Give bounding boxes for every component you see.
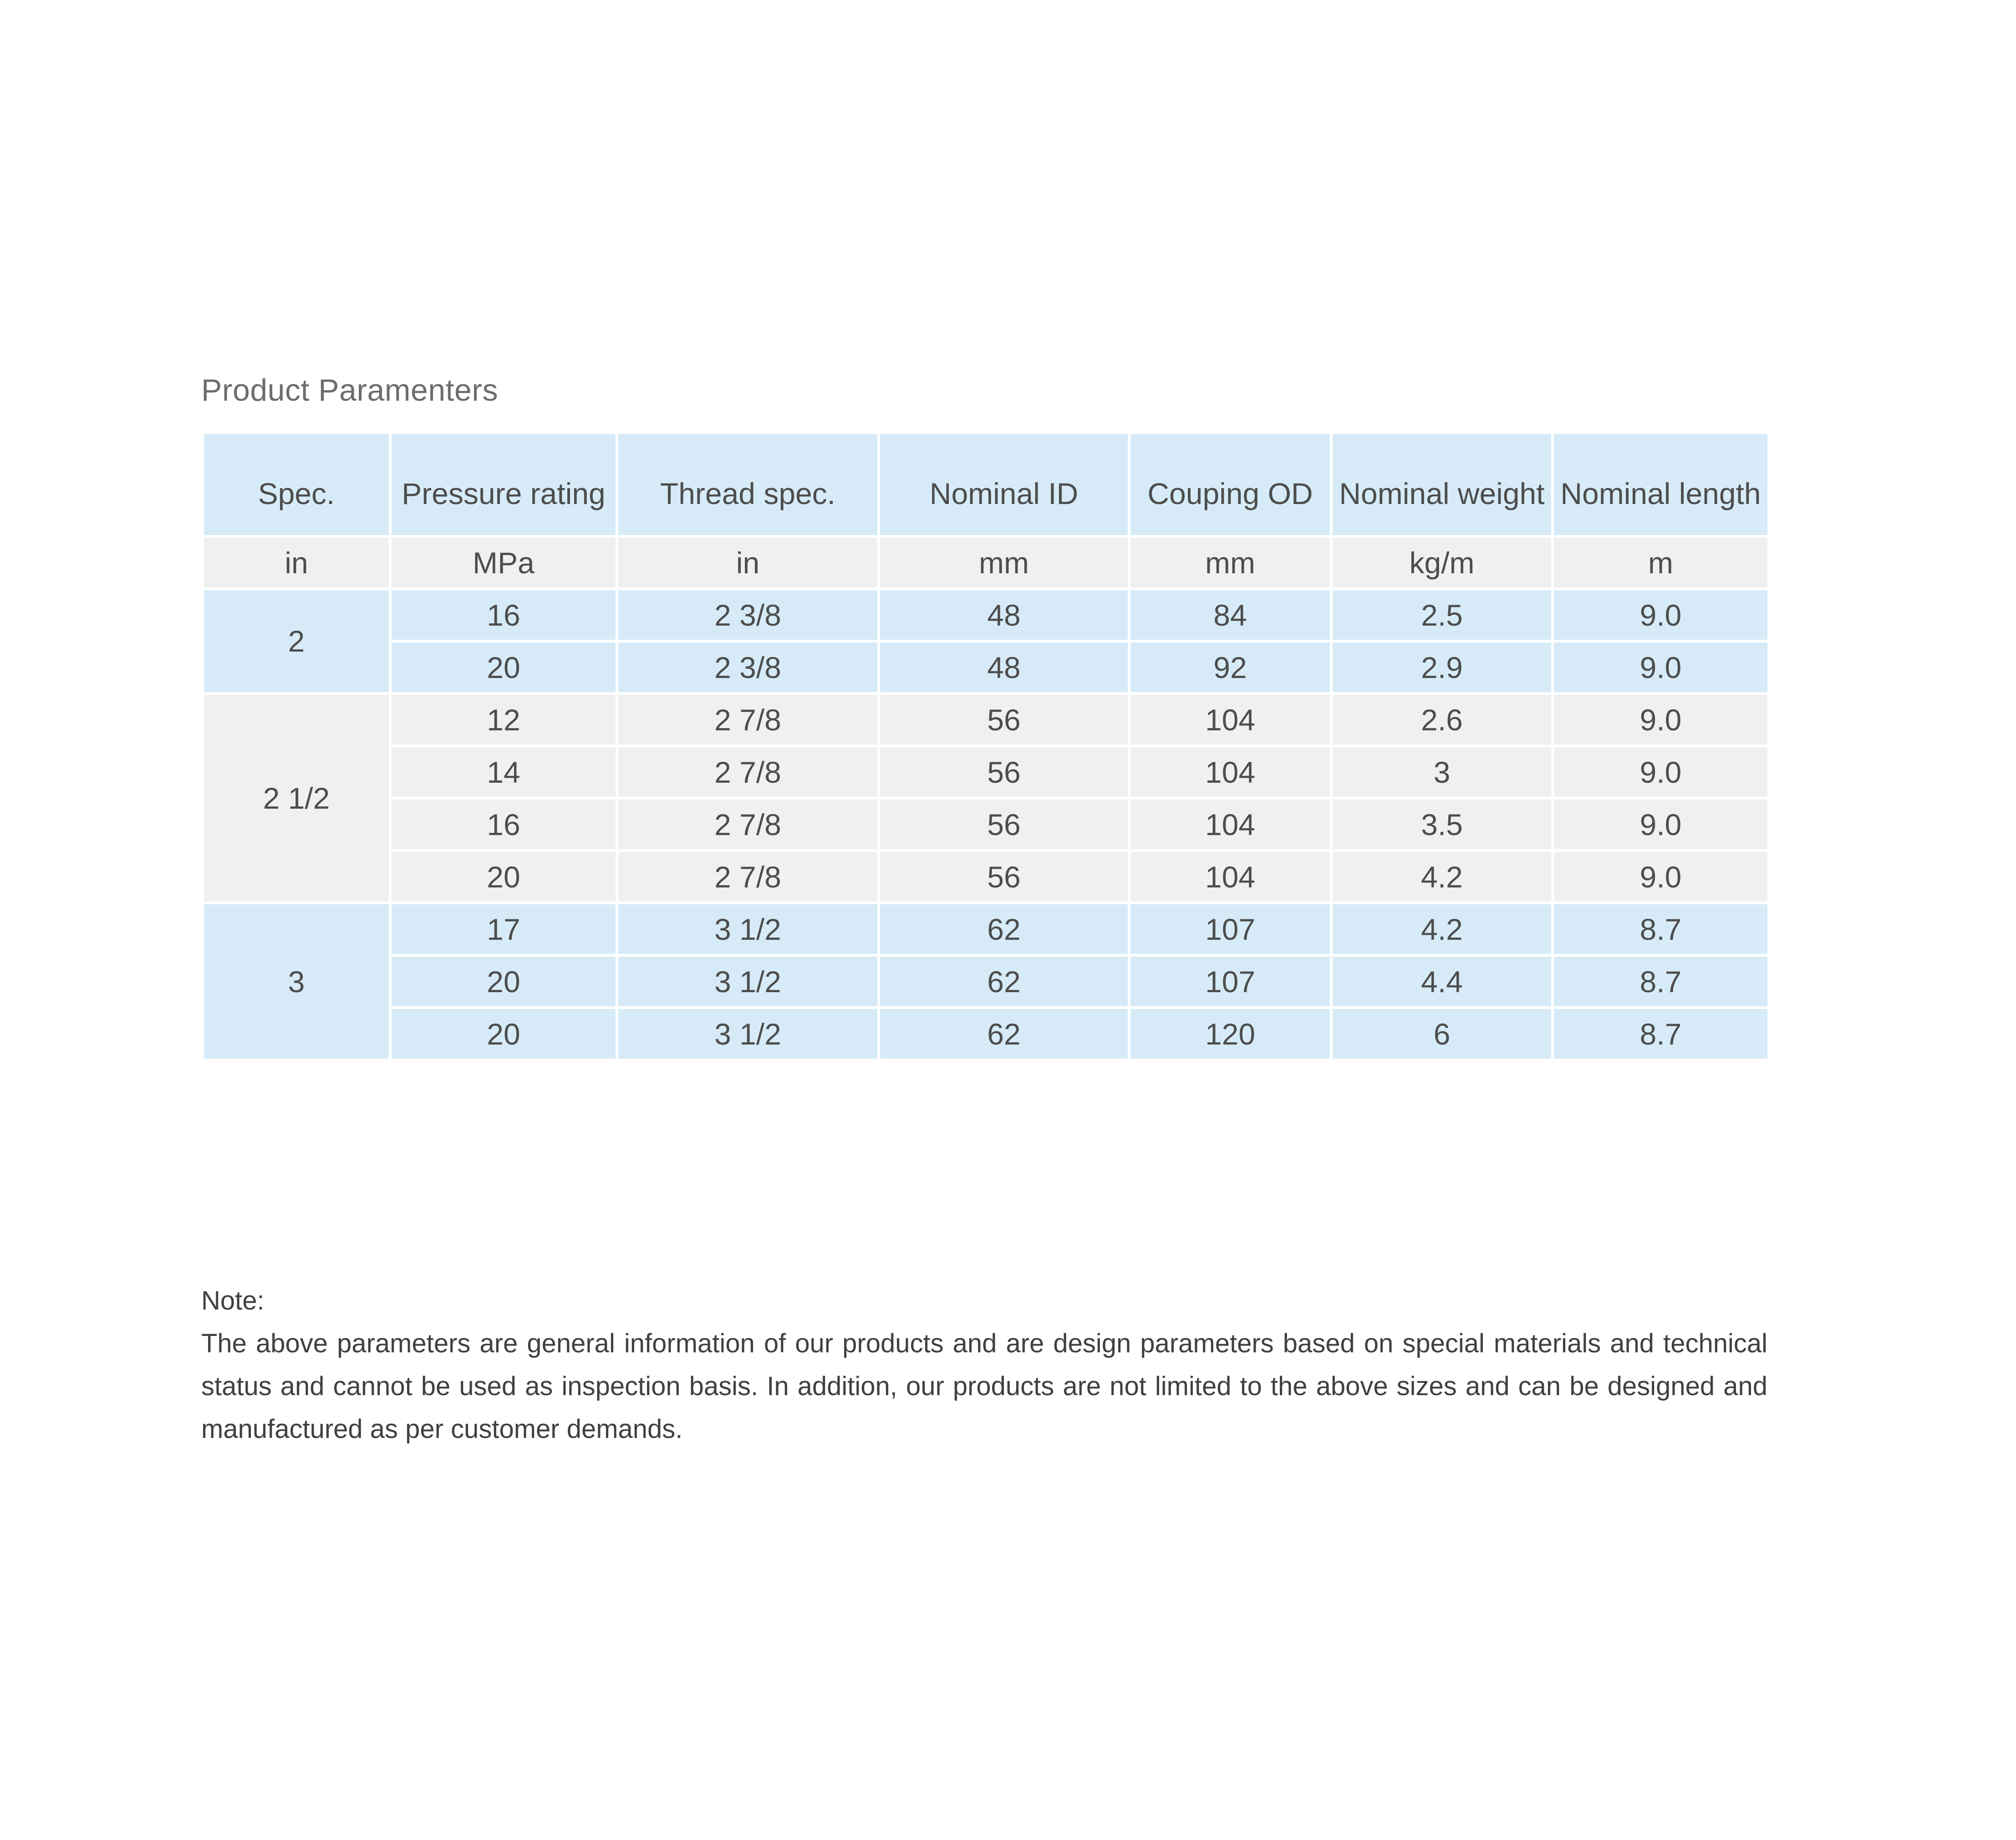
unit-pressure-rating: MPa — [390, 536, 617, 589]
table-cell: 2 3/8 — [617, 589, 879, 641]
table-cell: 104 — [1129, 746, 1331, 798]
note-text: The above parameters are general information of our products and are design parameters based on special materials and technical status and cannot be used as inspection basis. In addition, our products are not limited to the above sizes and can be designed and manufactured as per customer demands. — [201, 1329, 1767, 1444]
header-nominal-id: Nominal ID — [879, 433, 1129, 536]
table-cell: 6 — [1331, 1008, 1553, 1060]
table-cell: 62 — [879, 903, 1129, 955]
header-nominal-length: Nominal length — [1553, 433, 1769, 536]
table-cell: 2 7/8 — [617, 693, 879, 746]
header-thread-spec: Thread spec. — [617, 433, 879, 536]
table-cell: 16 — [390, 589, 617, 641]
table-cell: 2 7/8 — [617, 746, 879, 798]
table-cell: 48 — [879, 641, 1129, 693]
unit-spec: in — [203, 536, 390, 589]
table-cell: 2.6 — [1331, 693, 1553, 746]
table-cell: 56 — [879, 798, 1129, 851]
table-cell: 16 — [390, 798, 617, 851]
table-cell: 14 — [390, 746, 617, 798]
table-cell: 4.2 — [1331, 851, 1553, 903]
table-cell: 3.5 — [1331, 798, 1553, 851]
header-couping-od: Couping OD — [1129, 433, 1331, 536]
table-cell: 48 — [879, 589, 1129, 641]
table-cell: 92 — [1129, 641, 1331, 693]
table-cell: 20 — [390, 641, 617, 693]
product-parameters-table — [201, 431, 1770, 1061]
section-title: Product Paramenters — [201, 373, 499, 408]
header-row — [203, 433, 1769, 536]
spec-cell: 2 1/2 — [203, 693, 390, 903]
table-cell: 2 7/8 — [617, 798, 879, 851]
table-cell: 107 — [1129, 903, 1331, 955]
table-row — [203, 693, 1769, 746]
unit-nominal-weight: kg/m — [1331, 536, 1553, 589]
table-row — [203, 1008, 1769, 1060]
table-cell: 84 — [1129, 589, 1331, 641]
table-cell: 20 — [390, 851, 617, 903]
table-cell: 62 — [879, 1008, 1129, 1060]
note-block — [201, 1279, 1767, 1451]
table-cell: 4.4 — [1331, 955, 1553, 1008]
table-cell: 3 1/2 — [617, 903, 879, 955]
table-row — [203, 851, 1769, 903]
table-cell: 17 — [390, 903, 617, 955]
table-cell: 56 — [879, 851, 1129, 903]
unit-thread-spec: in — [617, 536, 879, 589]
table-row — [203, 746, 1769, 798]
table-cell: 12 — [390, 693, 617, 746]
table-cell: 9.0 — [1553, 641, 1769, 693]
table-cell: 104 — [1129, 851, 1331, 903]
header-spec: Spec. — [203, 433, 390, 536]
table-cell: 9.0 — [1553, 746, 1769, 798]
unit-row — [203, 536, 1769, 589]
unit-nominal-length: m — [1553, 536, 1769, 589]
table-cell: 120 — [1129, 1008, 1331, 1060]
table-cell: 9.0 — [1553, 851, 1769, 903]
table-cell: 2.9 — [1331, 641, 1553, 693]
unit-couping-od: mm — [1129, 536, 1331, 589]
table-cell: 8.7 — [1553, 955, 1769, 1008]
table-cell: 2 7/8 — [617, 851, 879, 903]
table-row — [203, 798, 1769, 851]
table-body — [203, 433, 1769, 1060]
spec-cell: 2 — [203, 589, 390, 693]
table-cell: 3 1/2 — [617, 1008, 879, 1060]
table-cell: 20 — [390, 955, 617, 1008]
table-cell: 9.0 — [1553, 798, 1769, 851]
table-cell: 104 — [1129, 798, 1331, 851]
spec-cell: 3 — [203, 903, 390, 1060]
table-cell: 8.7 — [1553, 1008, 1769, 1060]
table-cell: 9.0 — [1553, 589, 1769, 641]
table-cell: 3 1/2 — [617, 955, 879, 1008]
unit-nominal-id: mm — [879, 536, 1129, 589]
table-row — [203, 903, 1769, 955]
table-cell: 8.7 — [1553, 903, 1769, 955]
table-cell: 2 3/8 — [617, 641, 879, 693]
table-row — [203, 955, 1769, 1008]
table-cell: 104 — [1129, 693, 1331, 746]
table-cell: 107 — [1129, 955, 1331, 1008]
table-cell: 56 — [879, 693, 1129, 746]
header-pressure-rating: Pressure rating — [390, 433, 617, 536]
table-row — [203, 589, 1769, 641]
table-cell: 62 — [879, 955, 1129, 1008]
header-nominal-weight: Nominal weight — [1331, 433, 1553, 536]
table-row — [203, 641, 1769, 693]
note-label: Note: — [201, 1286, 265, 1315]
table-cell: 4.2 — [1331, 903, 1553, 955]
table-cell: 9.0 — [1553, 693, 1769, 746]
table-cell: 56 — [879, 746, 1129, 798]
table-cell: 20 — [390, 1008, 617, 1060]
table-cell: 3 — [1331, 746, 1553, 798]
table-cell: 2.5 — [1331, 589, 1553, 641]
